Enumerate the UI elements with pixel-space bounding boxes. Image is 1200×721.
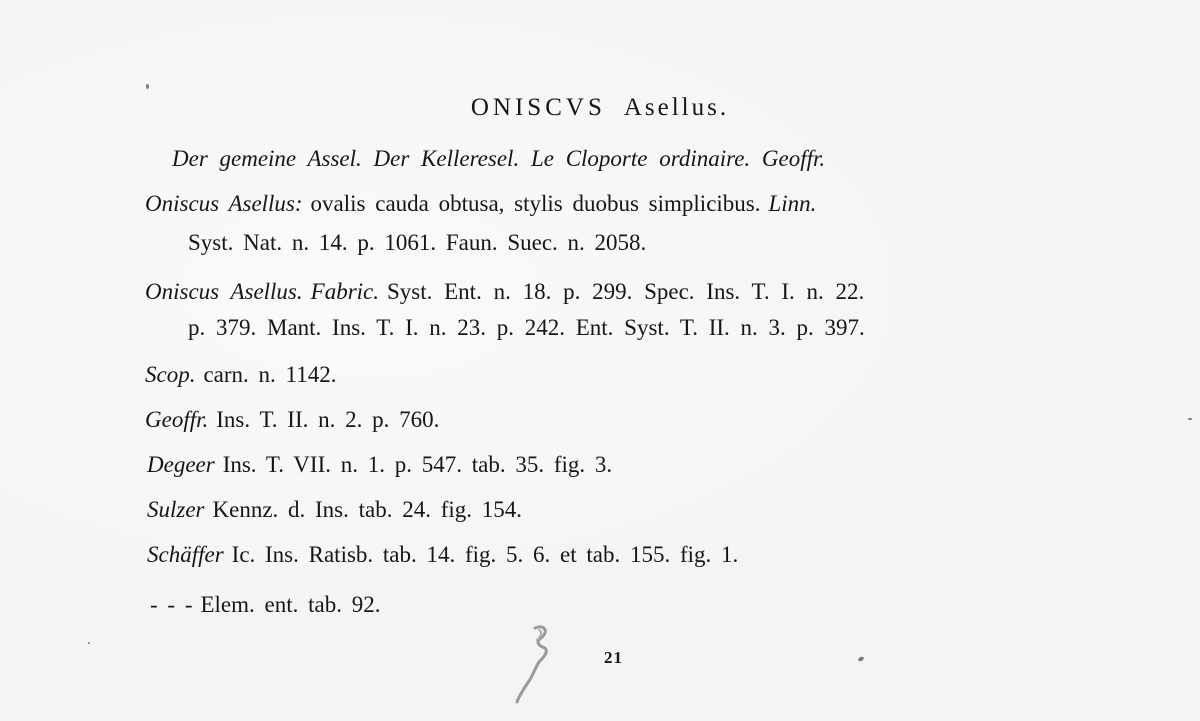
common-names: Der gemeine Assel. Der Kelleresel. Le Cloporte ordinaire. Geoffr.	[172, 146, 826, 171]
entry-dashes: - - -	[150, 592, 193, 617]
entry-author: Oniscus Asellus.	[145, 279, 303, 304]
entry-author: Geoffr.	[145, 407, 209, 432]
entry-text: Ic. Ins. Ratisb. tab. 14. fig. 5. 6. et tab. 155. fig. 1.	[231, 542, 739, 567]
title-species: Asellus.	[623, 94, 730, 121]
entry-text: ovalis cauda obtusa, stylis duobus simplicibus.	[310, 191, 761, 216]
paper-speck	[857, 656, 864, 662]
page-title	[0, 94, 1200, 122]
title-genus: ONISCVS	[470, 94, 606, 121]
entry-text: Ins. T. II. n. 2. p. 760.	[216, 407, 440, 432]
entry-line-6	[145, 408, 439, 431]
entry-line-7	[147, 453, 612, 476]
entry-line-1	[145, 192, 816, 215]
entry-line-9	[147, 543, 738, 566]
common-names-line	[172, 147, 825, 170]
paper-speck	[1188, 418, 1192, 420]
paper-speck	[146, 84, 149, 89]
entry-source: Fabric.	[310, 279, 379, 304]
entry-line-3	[145, 280, 864, 303]
entry-author: Sulzer	[147, 497, 205, 522]
entry-author: Oniscus Asellus:	[145, 191, 303, 216]
entry-text: Syst. Nat. n. 14. p. 1061. Faun. Suec. n. 2058.	[188, 230, 647, 255]
entry-author: Degeer	[147, 452, 215, 477]
entry-text: Syst. Ent. n. 18. p. 299. Spec. Ins. T. I. n. 22.	[387, 279, 865, 304]
entry-text: Kennz. d. Ins. tab. 24. fig. 154.	[212, 497, 523, 522]
entry-text: Ins. T. VII. n. 1. p. 547. tab. 35. fig. 3.	[222, 452, 613, 477]
entry-text: Elem. ent. tab. 92.	[200, 592, 381, 617]
entry-line-5	[145, 363, 336, 386]
pencil-mark	[505, 618, 565, 708]
entry-line-2	[188, 231, 646, 254]
entry-source: Linn.	[768, 191, 817, 216]
entry-line-4	[188, 316, 865, 339]
entry-line-10	[150, 593, 380, 616]
entry-author: Scop.	[145, 362, 196, 387]
entry-author: Schäffer	[147, 542, 224, 567]
entry-text: p. 379. Mant. Ins. T. I. n. 23. p. 242. Ent. Syst. T. II. n. 3. p. 397.	[188, 315, 865, 340]
page-number: 21	[604, 648, 623, 667]
entry-line-8	[147, 498, 522, 521]
paper-speck	[88, 642, 90, 644]
entry-text: carn. n. 1142.	[203, 362, 337, 387]
